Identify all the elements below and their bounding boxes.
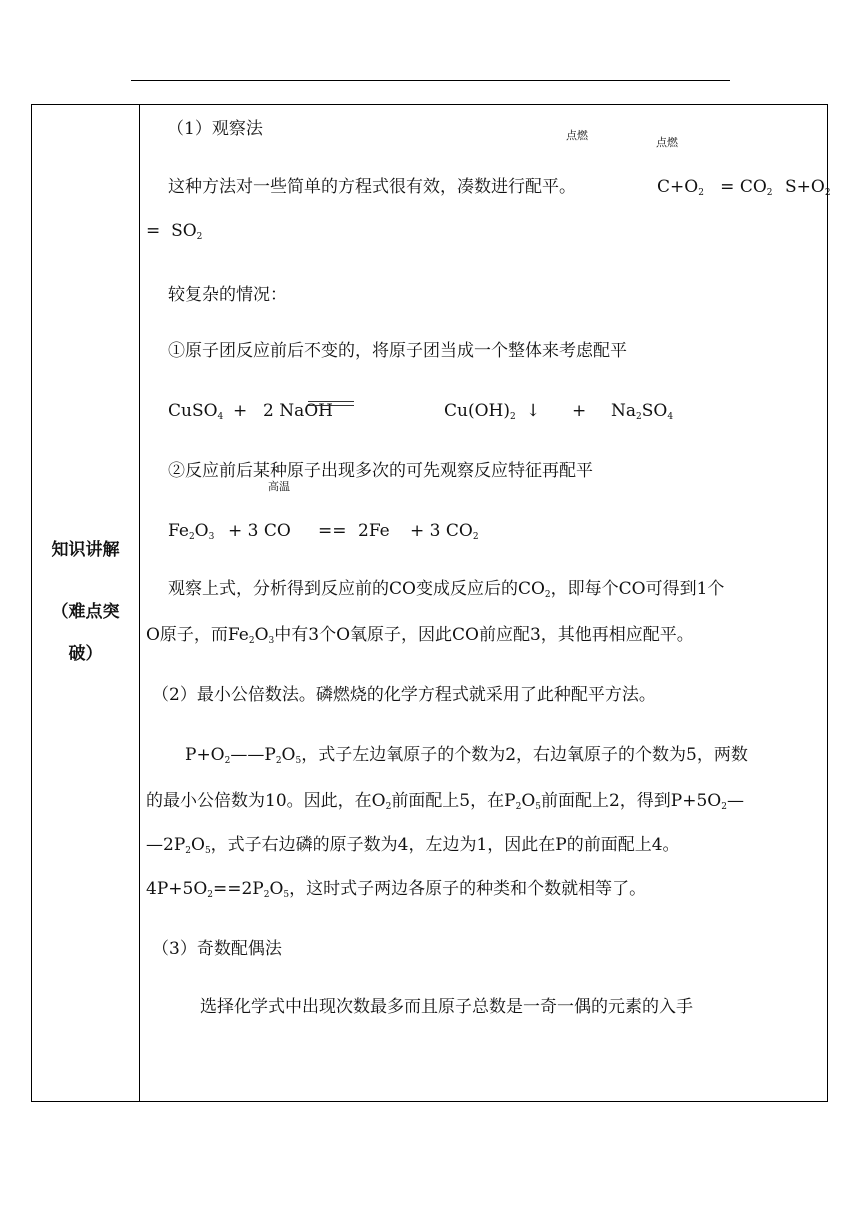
eq2-reactant2: + 3 CO (228, 521, 291, 541)
lcm-line1: $P+O_2——P_2O_5$，式子左边氧原子的个数为2，右边氧原子的个数为5，两数 (185, 745, 748, 766)
eq1-product1: $Cu(OH)_2$ (444, 401, 516, 422)
eq1-plus1: + (233, 401, 248, 421)
lcm-line4: $4P+5O_2==2P_2O_5$，这时式子两边各原子的种类和个数就相等了。 (146, 879, 647, 900)
method-description: 这种方法对一些简单的方程式很有效，凑数进行配平。 (168, 177, 576, 197)
eq1-conversion-line-top (308, 401, 354, 402)
eq2-equals: == (318, 521, 347, 541)
section2-title: （2）最小公倍数法。磷燃烧的化学方程式就采用了此种配平方法。 (152, 685, 656, 705)
section1-title: （1）观察法 (167, 119, 263, 139)
eq1-precipitate-arrow: ↓ (526, 401, 541, 421)
lcm-line3: $—2P_2O_5$，式子右边磷的原子数为4，左边为1，因此在P的前面配上4。 (146, 835, 680, 856)
eq1-reactant2: 2 NaOH (263, 401, 333, 421)
equation-carbon: $C+O_2$ = $CO_2$ (657, 177, 773, 198)
category-label-line3: 破） (68, 644, 103, 664)
section3-title: （3）奇数配偶法 (152, 939, 282, 959)
equation-sulfur: $S+O_2$ (785, 177, 831, 198)
complex-cases-heading: 较复杂的情况： (168, 285, 287, 305)
header-rule (131, 80, 730, 81)
condition-high-temp: 高温 (268, 480, 290, 493)
case2-description: ②反应前后某种原子出现多次的可先观察反应特征再配平 (168, 461, 593, 481)
eq1-product2: $Na_2SO_4$ (611, 401, 674, 422)
observation-line1: 观察上式，分析得到反应前的CO变成反应后的$CO_2$，即每个CO可得到1个 (168, 579, 725, 600)
eq2-product1: 2Fe (358, 521, 390, 541)
case1-description: ①原子团反应前后不变的，将原子团当成一个整体来考虑配平 (168, 341, 627, 361)
category-cell (32, 105, 139, 1101)
equation-1: CuSO$_4$ (168, 401, 224, 422)
category-label-line2: （难点突 (51, 602, 120, 622)
eq1-conversion-line-bottom (308, 405, 354, 406)
column-divider (139, 105, 140, 1101)
observation-line2: O原子，而$Fe_2O_3$中有3个O氧原子，因此CO前应配3，其他再相应配平。 (146, 625, 694, 646)
content-table (31, 104, 828, 1102)
condition-ignite-1: 点燃 (566, 129, 588, 142)
condition-ignite-2: 点燃 (656, 136, 678, 149)
section3-text: 选择化学式中出现次数最多而且原子总数是一奇一偶的元素的入手 (200, 997, 693, 1017)
eq1-plus2: + (572, 401, 587, 421)
eq2-product2: + 3 $CO_2$ (410, 521, 479, 542)
equation-sulfur-product: = $SO_2$ (146, 221, 203, 242)
equation-2-reactant1: $Fe_2O_3$ (168, 521, 215, 542)
category-label-line1: 知识讲解 (51, 540, 120, 560)
lcm-line2: 的最小公倍数为10。因此，在$O_2$前面配上5，在$P_2O_5$前面配上2，得到$P+5O_2—$ (146, 791, 744, 812)
